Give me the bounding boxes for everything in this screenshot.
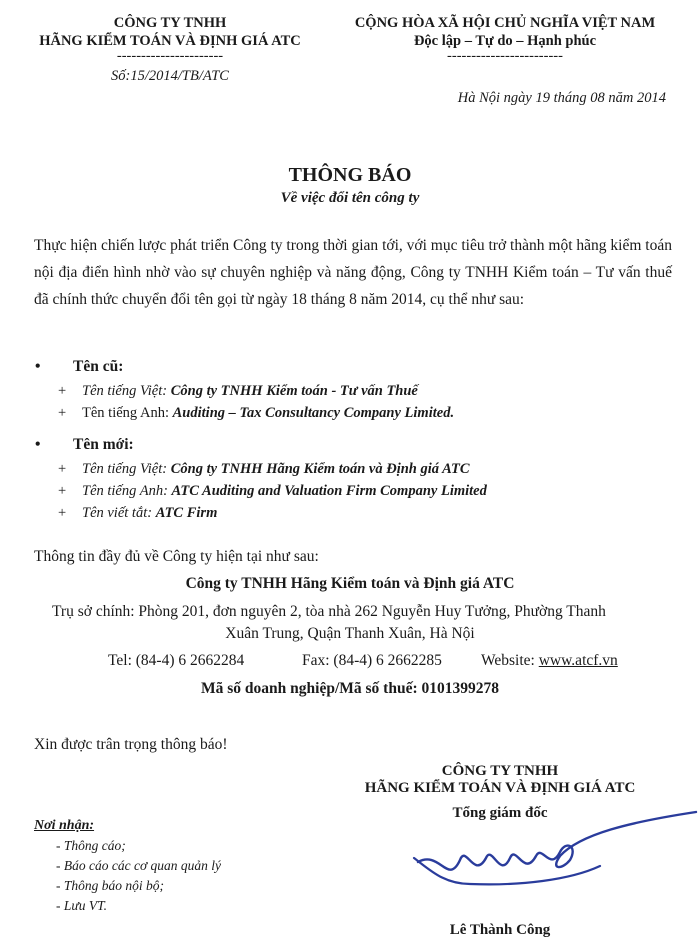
country-name: CỘNG HÒA XÃ HỘI CHỦ NGHĨA VIỆT NAM <box>354 15 656 31</box>
contact-tel: Tel: (84-4) 6 2662284 <box>108 652 245 669</box>
plus-icon: + <box>58 405 67 421</box>
old-name-section <box>34 358 674 424</box>
new-name-vn: + Tên tiếng Việt: Công ty TNHH Hãng Kiểm toán và Định giá ATC <box>34 458 674 480</box>
national-header <box>330 14 680 62</box>
contact-fax: Fax: (84-4) 6 2662285 <box>302 652 442 669</box>
document-title: THÔNG BÁO <box>288 164 412 186</box>
signer-name: Lê Thành Công <box>449 922 551 938</box>
plus-icon: + <box>58 461 67 477</box>
list-item: - Lưu VT. <box>56 898 107 913</box>
list-item: - Báo cáo các cơ quan quản lý <box>56 858 222 873</box>
plus-icon: + <box>58 483 67 499</box>
contact-company: Công ty TNHH Hãng Kiểm toán và Định giá ATC <box>185 575 515 592</box>
national-motto: Độc lập – Tự do – Hạnh phúc <box>413 33 597 49</box>
notice-body <box>34 232 672 313</box>
bullet-icon: • <box>35 358 41 375</box>
tax-code: Mã số doanh nghiệp/Mã số thuế: 0101399278 <box>201 680 499 697</box>
document-number: Số:15/2014/TB/ATC <box>111 68 229 84</box>
new-name-en: + Tên tiếng Anh: ATC Auditing and Valuation Firm Company Limited <box>34 480 674 502</box>
issuer-company-line2: HÃNG KIỂM TOÁN VÀ ĐỊNH GIÁ ATC <box>39 33 301 49</box>
plus-icon: + <box>58 505 67 521</box>
list-item: - Thông báo nội bộ; <box>56 878 164 893</box>
national-divider: ------------------------ <box>447 48 563 64</box>
signer-position: Tổng giám đốc <box>452 805 548 821</box>
signature-scribble <box>400 800 700 910</box>
signer-company-line1: CÔNG TY TNHH <box>441 763 559 779</box>
website-link[interactable]: www.atcf.vn <box>538 652 618 669</box>
recipients-list <box>34 836 221 916</box>
issuer-divider: ---------------------- <box>116 48 224 64</box>
issuer-header <box>20 14 320 85</box>
plus-icon: + <box>58 383 67 399</box>
contact-website: Website: www.atcf.vn <box>481 652 618 669</box>
address-line2: Xuân Trung, Quận Thanh Xuân, Hà Nội <box>225 625 475 642</box>
issuer-company-line1: CÔNG TY TNHH <box>113 15 227 31</box>
new-name-section <box>34 436 674 524</box>
list-item: - Thông cáo; <box>56 838 126 853</box>
recipients-block <box>34 818 221 916</box>
issue-date: Hà Nội ngày 19 tháng 08 năm 2014 <box>457 90 666 106</box>
contact-intro: Thông tin đầy đủ về Công ty hiện tại như sau: <box>34 548 319 565</box>
bullet-icon: • <box>35 436 41 453</box>
document-subtitle: Về việc đổi tên công ty <box>280 190 420 206</box>
signer-company-line2: HÃNG KIỂM TOÁN VÀ ĐỊNH GIÁ ATC <box>364 780 636 796</box>
signature-stroke <box>418 812 696 870</box>
new-name-abbr: + Tên viết tắt: ATC Firm <box>34 502 674 524</box>
old-name-vn: + Tên tiếng Việt: Công ty TNHH Kiểm toán - Tư vấn Thuế <box>34 380 674 402</box>
old-name-en: + Tên tiếng Anh: Auditing – Tax Consultancy Company Limited. <box>34 402 674 424</box>
new-name-heading: • Tên mới: <box>35 436 134 453</box>
address-line1: Trụ sở chính: Phòng 201, đơn nguyên 2, tòa nhà 262 Nguyễn Huy Tưởng, Phường Thanh <box>52 603 606 620</box>
old-name-heading: • Tên cũ: <box>35 358 124 375</box>
recipients-label: Nơi nhận: <box>34 818 95 833</box>
intro-paragraph: Thực hiện chiến lược phát triển Công ty trong thời gian tới, với mục tiêu trở thành một hãng kiểm toán nội địa điển hình nhờ vào sự chuyên nghiệp và năng động, Công ty TNHH Kiểm toán – Tư vấn thuế đã chính thức chuyển đổi tên gọi từ ngày 18 tháng 8 năm 2014, cụ thể như sau: <box>34 237 672 308</box>
closing-line: Xin được trân trọng thông báo! <box>34 736 228 753</box>
